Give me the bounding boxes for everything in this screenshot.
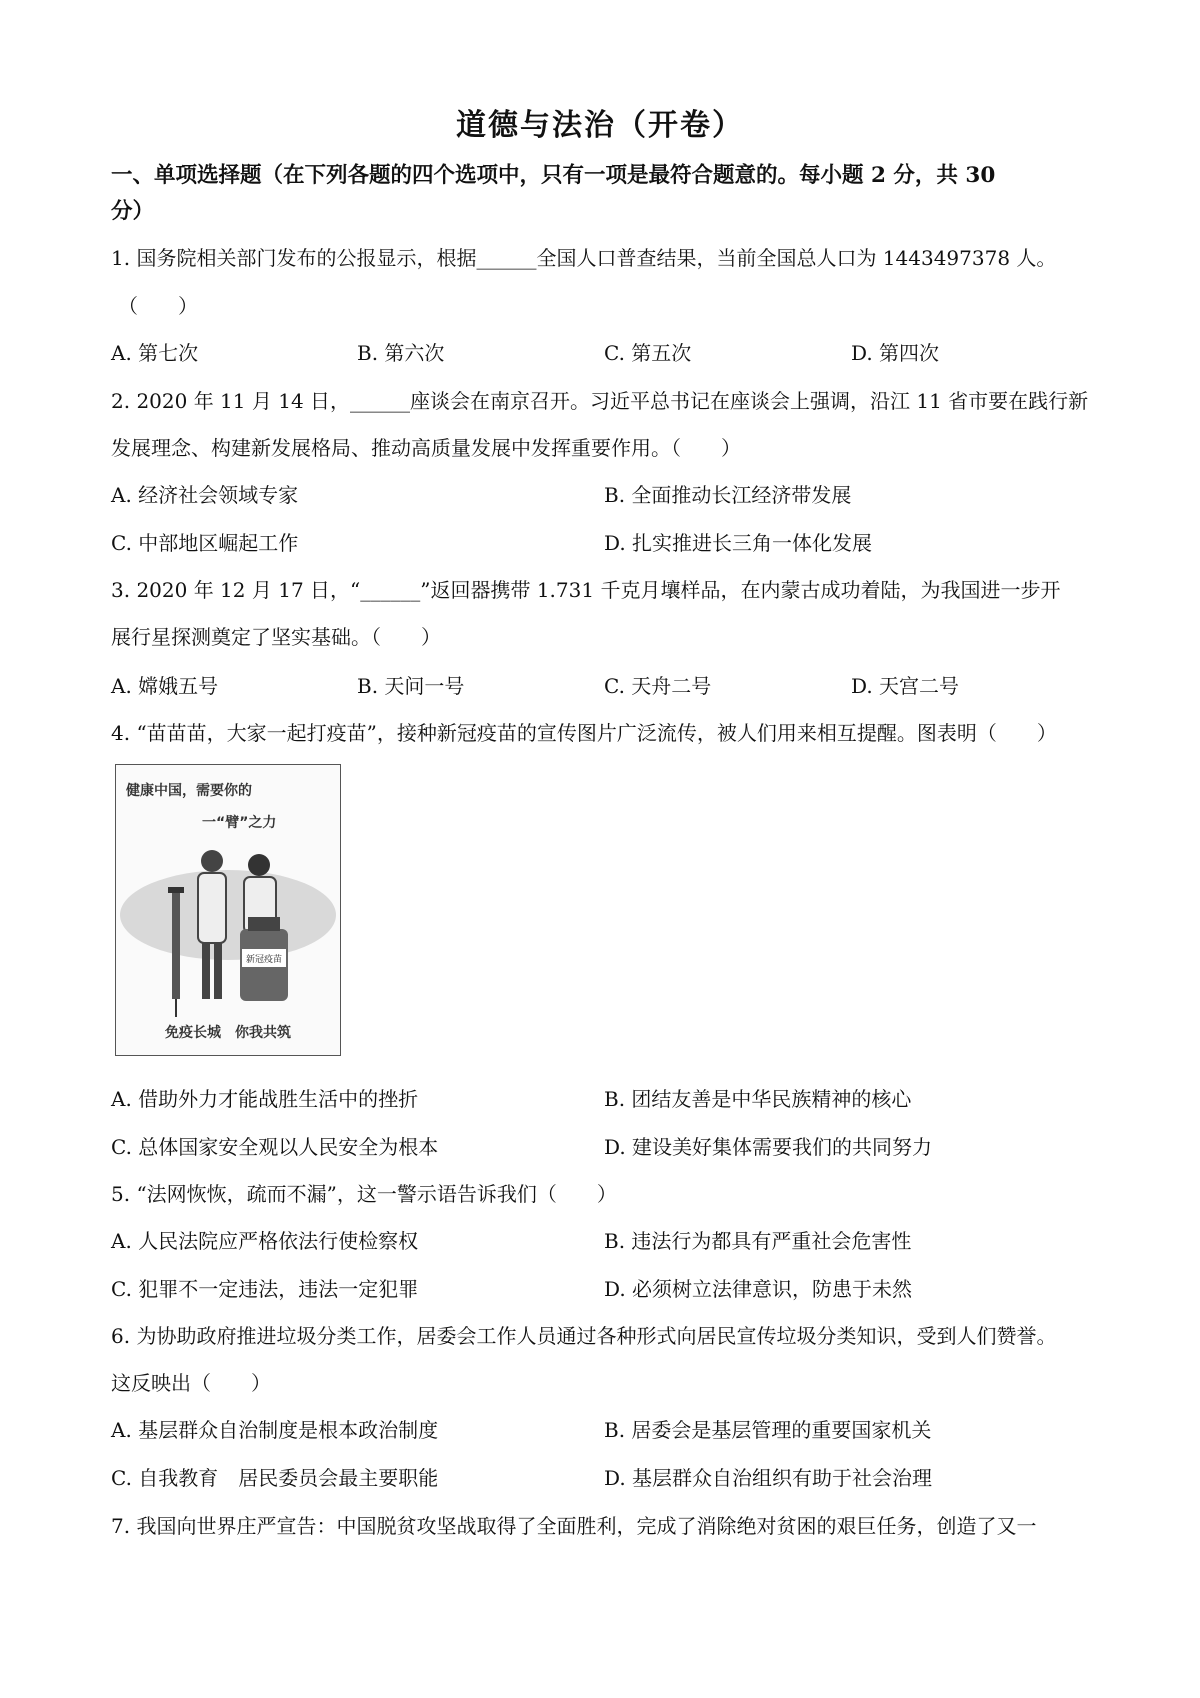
vaccine-poster-illustration [116, 765, 340, 1055]
vaccine-poster-figure [115, 764, 341, 1056]
question-6-option-c[interactable]: C. 自我教育 居民委员会最主要职能 [111, 1466, 439, 1490]
bottle-label: 新冠疫苗 [245, 955, 283, 965]
question-3-text: 3. 2020 年 12 月 17 日，“______”返回器携带 1.731 千克月壤样品，在内蒙古成功着陆，为我国进一步开 [111, 578, 1061, 602]
question-3-option-b[interactable]: B. 天问一号 [357, 674, 465, 698]
question-5-text: 5. “法网恢恢，疏而不漏”，这一警示语告诉我们（ ） [111, 1182, 617, 1206]
question-2-option-b[interactable]: B. 全面推动长江经济带发展 [604, 483, 852, 507]
question-6-option-a[interactable]: A. 基层群众自治制度是根本政治制度 [111, 1418, 439, 1442]
question-4-option-c[interactable]: C. 总体国家安全观以人民安全为根本 [111, 1135, 439, 1159]
question-1-text: 1. 国务院相关部门发布的公报显示，根据______全国人口普查结果，当前全国总人口为 1443497378 人。 [111, 246, 1057, 270]
question-4-option-b[interactable]: B. 团结友善是中华民族精神的核心 [604, 1087, 912, 1111]
page-title: 道德与法治（开卷） [456, 108, 744, 143]
section-heading-line-2: 分） [111, 199, 155, 224]
question-2-text-2: 发展理念、构建新发展格局、推动高质量发展中发挥重要作用。（ ） [111, 436, 741, 460]
question-1-option-c[interactable]: C. 第五次 [604, 341, 692, 365]
question-1-option-d[interactable]: D. 第四次 [851, 341, 940, 365]
poster-mid-text: 一“臂”之力 [202, 815, 277, 831]
poster-top-text: 健康中国，需要你的 [126, 783, 252, 799]
question-4-option-d[interactable]: D. 建设美好集体需要我们的共同努力 [604, 1135, 933, 1159]
question-6-option-d[interactable]: D. 基层群众自治组织有助于社会治理 [604, 1466, 933, 1490]
question-5-option-a[interactable]: A. 人民法院应严格依法行使检察权 [111, 1229, 419, 1253]
question-6-text-2: 这反映出（ ） [111, 1371, 271, 1395]
question-6-option-b[interactable]: B. 居委会是基层管理的重要国家机关 [604, 1418, 932, 1442]
poster-bottom-text: 免疫长城 你我共筑 [165, 1025, 291, 1041]
question-3-text-2: 展行星探测奠定了坚实基础。（ ） [111, 625, 441, 649]
question-2-text: 2. 2020 年 11 月 14 日，______座谈会在南京召开。习近平总书记在座谈会上强调，沿江 11 省市要在践行新 [111, 389, 1089, 413]
question-5-option-c[interactable]: C. 犯罪不一定违法，违法一定犯罪 [111, 1277, 419, 1301]
question-4-text: 4. “苗苗苗，大家一起打疫苗”，接种新冠疫苗的宣传图片广泛流传，被人们用来相互提醒。图表明（ ） [111, 721, 1057, 745]
question-1-text-2: （ ） [118, 294, 198, 318]
question-6-text: 6. 为协助政府推进垃圾分类工作，居委会工作人员通过各种形式向居民宣传垃圾分类知识，受到人们赞誉。 [111, 1324, 1057, 1348]
question-2-option-d[interactable]: D. 扎实推进长三角一体化发展 [604, 531, 873, 555]
question-1-option-a[interactable]: A. 第七次 [111, 341, 199, 365]
section-heading-line-1: 一、单项选择题（在下列各题的四个选项中，只有一项是最符合题意的。每小题 2 分，共 30 [111, 163, 996, 188]
question-1-option-b[interactable]: B. 第六次 [357, 341, 445, 365]
question-3-option-c[interactable]: C. 天舟二号 [604, 674, 712, 698]
question-2-option-c[interactable]: C. 中部地区崛起工作 [111, 531, 299, 555]
question-5-option-b[interactable]: B. 违法行为都具有严重社会危害性 [604, 1229, 912, 1253]
question-4-option-a[interactable]: A. 借助外力才能战胜生活中的挫折 [111, 1087, 419, 1111]
question-7-text: 7. 我国向世界庄严宣告：中国脱贫攻坚战取得了全面胜利，完成了消除绝对贫困的艰巨任务，创造了又一 [111, 1514, 1037, 1538]
question-5-option-d[interactable]: D. 必须树立法律意识，防患于未然 [604, 1277, 913, 1301]
question-3-option-d[interactable]: D. 天宫二号 [851, 674, 960, 698]
question-2-option-a[interactable]: A. 经济社会领域专家 [111, 483, 299, 507]
section-heading [111, 158, 1101, 230]
question-3-option-a[interactable]: A. 嫦娥五号 [111, 674, 219, 698]
